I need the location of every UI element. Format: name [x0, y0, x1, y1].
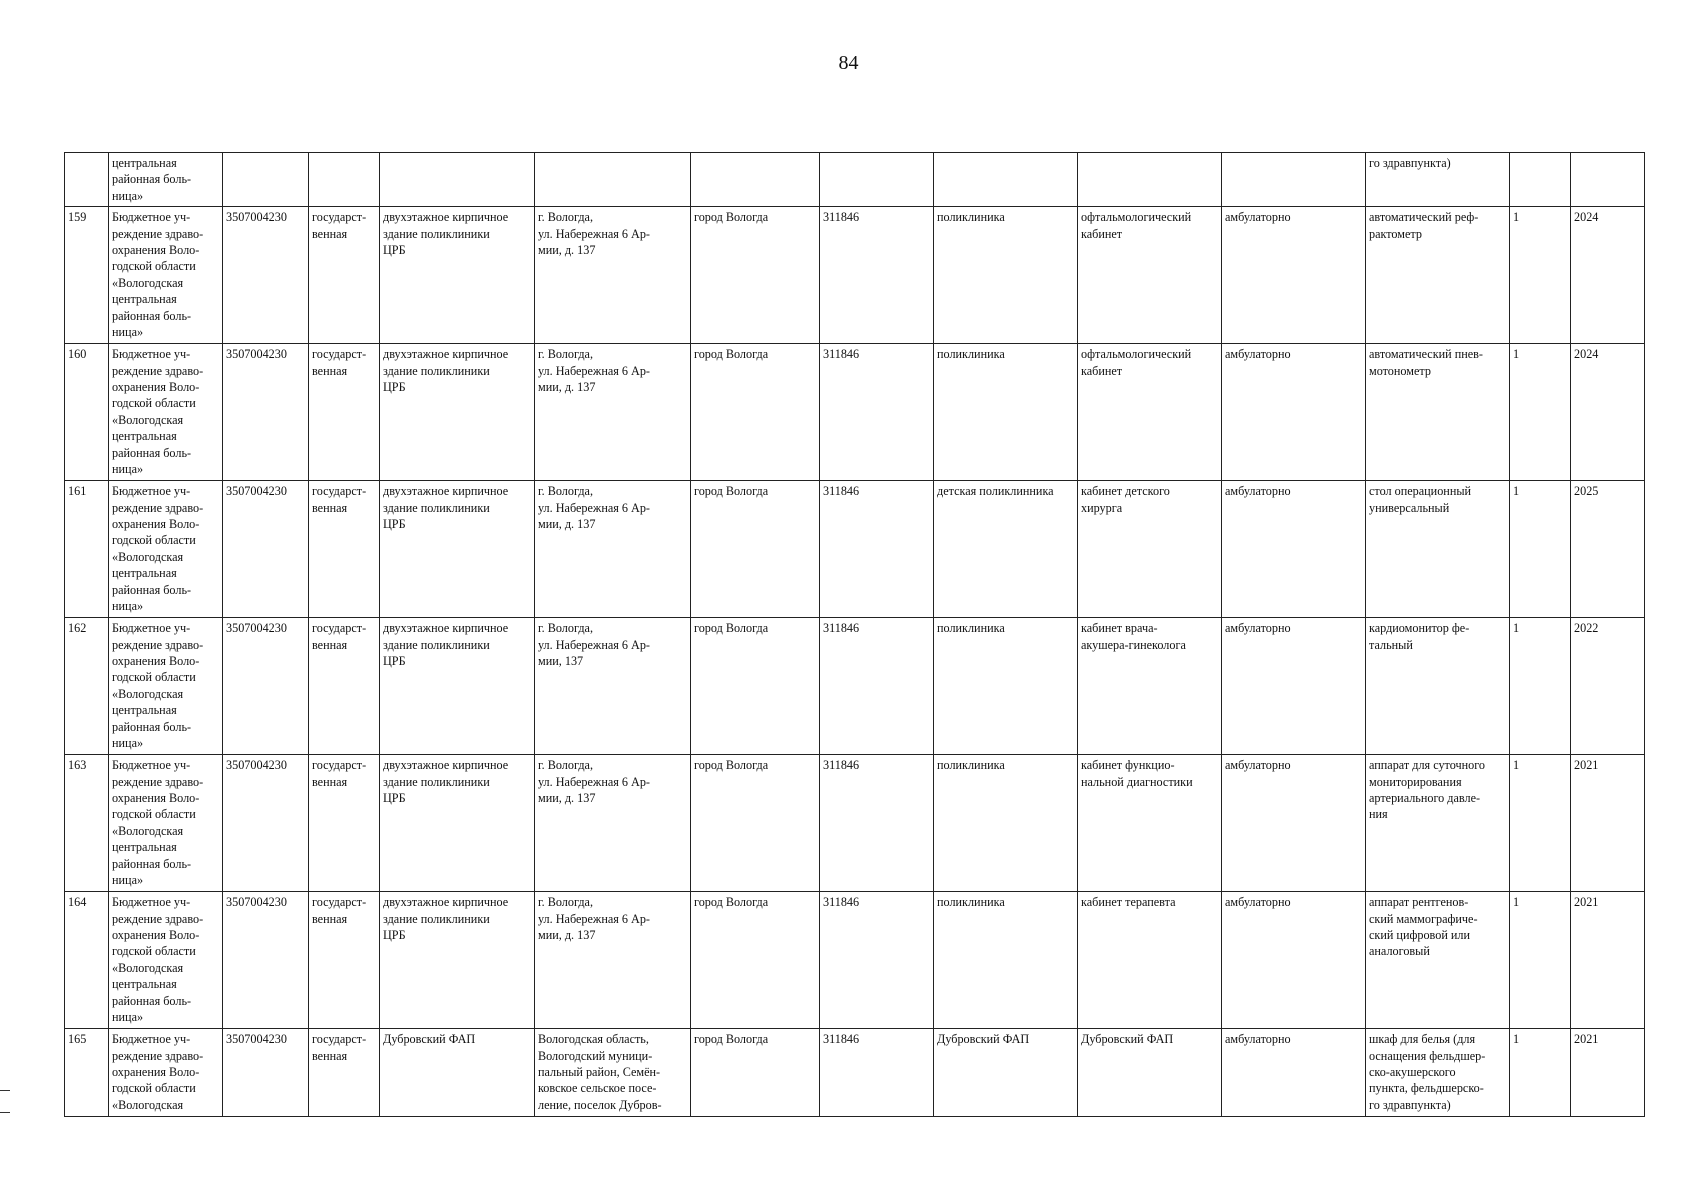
cell-year: 2024: [1571, 207, 1645, 344]
cell-year: 2021: [1571, 1029, 1645, 1117]
cell-institution: Бюджетное уч- реждение здраво- охранения Воло- годской области «Вологодская центральная районная боль- ница»: [109, 892, 223, 1029]
cell-institution: Бюджетное уч- реждение здраво- охранения Воло- годской области «Вологодская: [109, 1029, 223, 1117]
cell-unit: поликлиника: [934, 892, 1078, 1029]
cell-mode: амбулаторно: [1222, 755, 1366, 892]
table-row: [65, 755, 1645, 892]
cell-ownership: государст- венная: [309, 1029, 380, 1117]
margin-mark: [0, 1090, 10, 1091]
cell-qty: 1: [1510, 755, 1571, 892]
cell-mode: [1222, 153, 1366, 207]
cell-locality: город Вологда: [691, 1029, 820, 1117]
cell-oktmo: 311846: [820, 344, 934, 481]
cell-ownership: государст- венная: [309, 755, 380, 892]
page-number: 84: [838, 52, 859, 74]
table-body: [65, 153, 1645, 1117]
cell-unit: Дубровский ФАП: [934, 1029, 1078, 1117]
cell-room: офтальмологический кабинет: [1078, 344, 1222, 481]
cell-institution: Бюджетное уч- реждение здраво- охранения Воло- годской области «Вологодская центральная районная боль- ница»: [109, 481, 223, 618]
cell-mode: амбулаторно: [1222, 618, 1366, 755]
cell-inn: 3507004230: [223, 1029, 309, 1117]
cell-mode: амбулаторно: [1222, 344, 1366, 481]
cell-address: г. Вологда, ул. Набережная 6 Ар- мии, д. 137: [535, 755, 691, 892]
cell-address: г. Вологда, ул. Набережная 6 Ар- мии, д. 137: [535, 207, 691, 344]
cell-equipment: шкаф для белья (для оснащения фельдшер- ско-акушерского пункта, фельдшерско- го здравпункта): [1366, 1029, 1510, 1117]
cell-mode: амбулаторно: [1222, 892, 1366, 1029]
cell-ownership: государст- венная: [309, 481, 380, 618]
cell-inn: 3507004230: [223, 618, 309, 755]
cell-qty: [1510, 153, 1571, 207]
cell-num: [65, 153, 109, 207]
cell-building: двухэтажное кирпичное здание поликлиники ЦРБ: [380, 892, 535, 1029]
cell-ownership: государст- венная: [309, 344, 380, 481]
cell-building: двухэтажное кирпичное здание поликлиники ЦРБ: [380, 618, 535, 755]
cell-institution: центральная районная боль- ница»: [109, 153, 223, 207]
cell-inn: [223, 153, 309, 207]
cell-locality: [691, 153, 820, 207]
margin-mark: [0, 1112, 10, 1113]
cell-room: кабинет функцио- нальной диагностики: [1078, 755, 1222, 892]
cell-oktmo: 311846: [820, 1029, 934, 1117]
cell-equipment: автоматический пнев- мотонометр: [1366, 344, 1510, 481]
cell-mode: амбулаторно: [1222, 481, 1366, 618]
cell-qty: 1: [1510, 344, 1571, 481]
cell-address: Вологодская область, Вологодский муници- пальный район, Семён- ковское сельское посе- ление, поселок Дубров-: [535, 1029, 691, 1117]
cell-unit: [934, 153, 1078, 207]
cell-institution: Бюджетное уч- реждение здраво- охранения Воло- годской области «Вологодская центральная районная боль- ница»: [109, 618, 223, 755]
cell-address: [535, 153, 691, 207]
cell-ownership: [309, 153, 380, 207]
cell-unit: поликлиника: [934, 344, 1078, 481]
cell-building: двухэтажное кирпичное здание поликлиники ЦРБ: [380, 207, 535, 344]
cell-room: кабинет терапевта: [1078, 892, 1222, 1029]
cell-year: 2025: [1571, 481, 1645, 618]
cell-locality: город Вологда: [691, 481, 820, 618]
cell-unit: поликлиника: [934, 755, 1078, 892]
cell-locality: город Вологда: [691, 344, 820, 481]
cell-oktmo: 311846: [820, 481, 934, 618]
cell-mode: амбулаторно: [1222, 1029, 1366, 1117]
cell-num: 159: [65, 207, 109, 344]
cell-locality: город Вологда: [691, 755, 820, 892]
cell-institution: Бюджетное уч- реждение здраво- охранения Воло- годской области «Вологодская центральная районная боль- ница»: [109, 207, 223, 344]
cell-building: [380, 153, 535, 207]
cell-inn: 3507004230: [223, 207, 309, 344]
cell-building: двухэтажное кирпичное здание поликлиники ЦРБ: [380, 755, 535, 892]
cell-qty: 1: [1510, 207, 1571, 344]
cell-num: 163: [65, 755, 109, 892]
cell-num: 162: [65, 618, 109, 755]
cell-equipment: аппарат рентгенов- ский маммографиче- ский цифровой или аналоговый: [1366, 892, 1510, 1029]
cell-equipment: го здравпункта): [1366, 153, 1510, 207]
cell-room: кабинет детского хирурга: [1078, 481, 1222, 618]
cell-mode: амбулаторно: [1222, 207, 1366, 344]
cell-qty: 1: [1510, 1029, 1571, 1117]
cell-ownership: государст- венная: [309, 892, 380, 1029]
cell-address: г. Вологда, ул. Набережная 6 Ар- мии, д. 137: [535, 481, 691, 618]
cell-year: 2021: [1571, 892, 1645, 1029]
cell-unit: детская поликлинника: [934, 481, 1078, 618]
cell-equipment: аппарат для суточного мониторирования артериального давле- ния: [1366, 755, 1510, 892]
cell-locality: город Вологда: [691, 618, 820, 755]
cell-unit: поликлиника: [934, 207, 1078, 344]
table-row: [65, 618, 1645, 755]
cell-room: офтальмологический кабинет: [1078, 207, 1222, 344]
cell-address: г. Вологда, ул. Набережная 6 Ар- мии, д. 137: [535, 892, 691, 1029]
cell-num: 165: [65, 1029, 109, 1117]
cell-inn: 3507004230: [223, 481, 309, 618]
cell-qty: 1: [1510, 481, 1571, 618]
cell-oktmo: 311846: [820, 892, 934, 1029]
table-row: [65, 344, 1645, 481]
table-row: [65, 207, 1645, 344]
cell-institution: Бюджетное уч- реждение здраво- охранения Воло- годской области «Вологодская центральная районная боль- ница»: [109, 755, 223, 892]
table-row: [65, 481, 1645, 618]
cell-locality: город Вологда: [691, 892, 820, 1029]
cell-year: [1571, 153, 1645, 207]
cell-room: Дубровский ФАП: [1078, 1029, 1222, 1117]
cell-oktmo: [820, 153, 934, 207]
cell-inn: 3507004230: [223, 892, 309, 1029]
cell-num: 164: [65, 892, 109, 1029]
cell-ownership: государст- венная: [309, 618, 380, 755]
cell-equipment: автоматический реф- рактометр: [1366, 207, 1510, 344]
cell-equipment: стол операционный универсальный: [1366, 481, 1510, 618]
cell-num: 161: [65, 481, 109, 618]
cell-year: 2024: [1571, 344, 1645, 481]
cell-building: двухэтажное кирпичное здание поликлиники ЦРБ: [380, 481, 535, 618]
cell-year: 2022: [1571, 618, 1645, 755]
cell-qty: 1: [1510, 892, 1571, 1029]
cell-room: кабинет врача- акушера-гинеколога: [1078, 618, 1222, 755]
table-row: [65, 892, 1645, 1029]
cell-equipment: кардиомонитор фе- тальный: [1366, 618, 1510, 755]
cell-qty: 1: [1510, 618, 1571, 755]
cell-year: 2021: [1571, 755, 1645, 892]
cell-oktmo: 311846: [820, 618, 934, 755]
table-row: [65, 1029, 1645, 1117]
cell-inn: 3507004230: [223, 755, 309, 892]
cell-address: г. Вологда, ул. Набережная 6 Ар- мии, д. 137: [535, 344, 691, 481]
cell-locality: город Вологда: [691, 207, 820, 344]
cell-oktmo: 311846: [820, 207, 934, 344]
cell-oktmo: 311846: [820, 755, 934, 892]
cell-num: 160: [65, 344, 109, 481]
cell-building: Дубровский ФАП: [380, 1029, 535, 1117]
cell-room: [1078, 153, 1222, 207]
cell-address: г. Вологда, ул. Набережная 6 Ар- мии, 137: [535, 618, 691, 755]
equipment-registry-table: [64, 152, 1645, 1117]
cell-ownership: государст- венная: [309, 207, 380, 344]
cell-building: двухэтажное кирпичное здание поликлиники ЦРБ: [380, 344, 535, 481]
cell-inn: 3507004230: [223, 344, 309, 481]
cell-institution: Бюджетное уч- реждение здраво- охранения Воло- годской области «Вологодская центральная районная боль- ница»: [109, 344, 223, 481]
continuation-row: [65, 153, 1645, 207]
cell-unit: поликлиника: [934, 618, 1078, 755]
